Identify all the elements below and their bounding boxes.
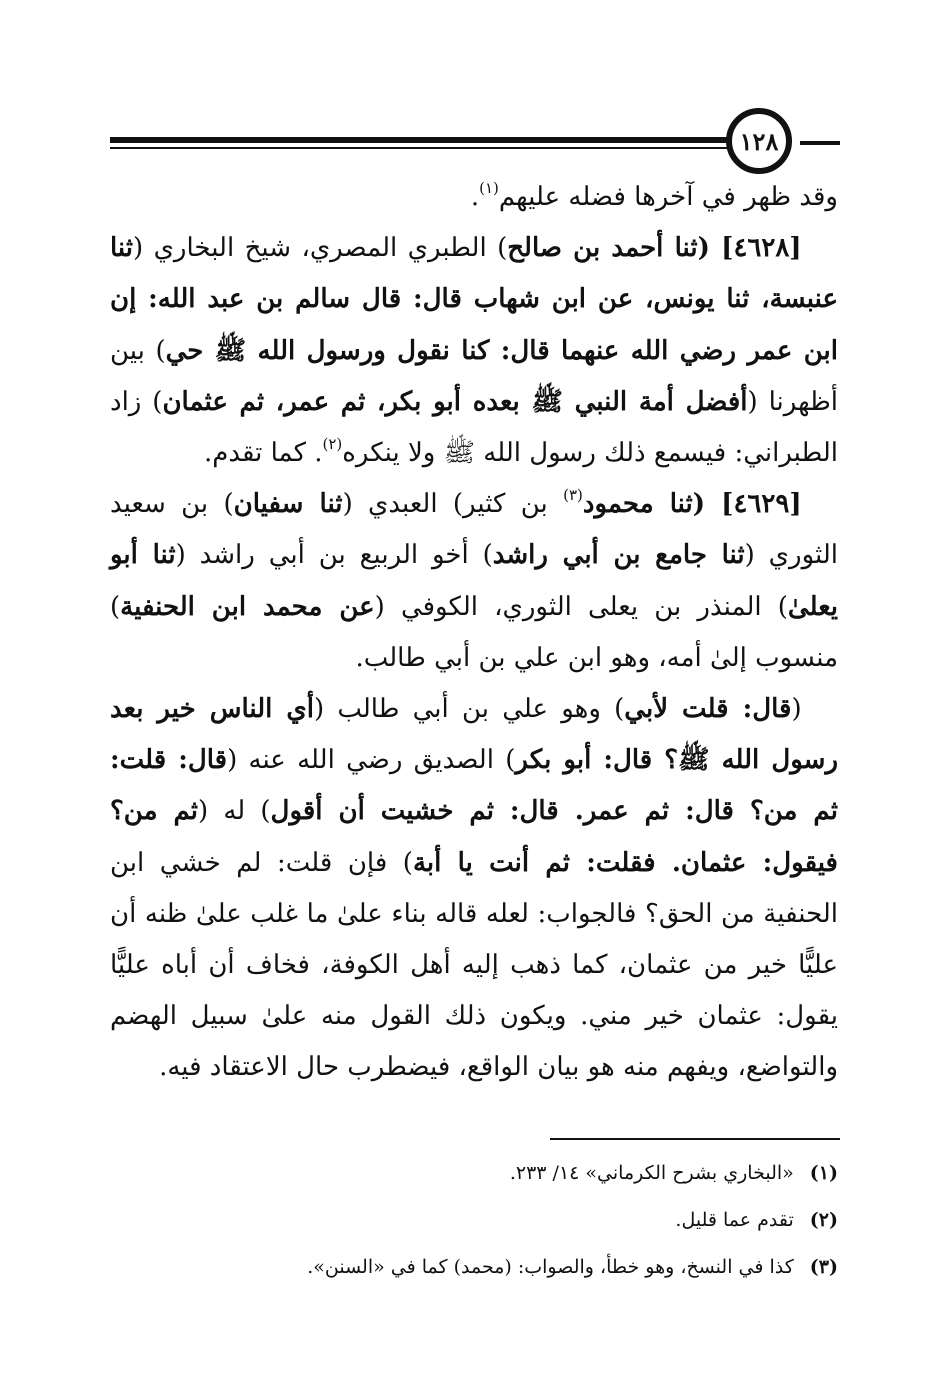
bold-segment: [٤٦٢٩] ( (692, 489, 802, 520)
bold-segment: أفضل أمة النبي ﷺ بعده أبو بكر، ثم عمر، ثم عثمان (162, 386, 748, 417)
text-segment: . كما تقدم. (203, 438, 323, 469)
bold-segment: رضي الله عنهما قال: كنا نقول ورسول الله ﷺ حي (165, 335, 748, 366)
text-segment: ) له ( (198, 796, 271, 827)
header-rule-thick (110, 137, 730, 143)
para-qal (110, 684, 838, 1094)
bold-segment: عن محمد ابن الحنفية (120, 591, 375, 622)
text-segment: ) بن سعيد الثوري ( (110, 489, 838, 571)
bold-segment: ثنا محمود (582, 489, 693, 520)
bold-segment: ثنا أحمد بن صالح (507, 233, 698, 264)
header-rule-right (800, 141, 840, 145)
footnote-item (110, 1197, 838, 1244)
text-segment: ( (791, 694, 802, 725)
text-segment: ) زاد الطبراني: فيسمع ذلك رسول الله ﷺ ولا ينكره (110, 386, 838, 469)
main-text (110, 172, 838, 1094)
footnote-number: (١) (809, 1162, 838, 1184)
para-4629 (110, 479, 838, 684)
footnote-number: (٢) (809, 1209, 838, 1231)
text-segment: ) الطبري المصري، شيخ البخاري ( (133, 233, 508, 264)
text-segment: . (470, 182, 480, 212)
footnotes (110, 1150, 838, 1291)
page-number: ١٢٨ (726, 108, 792, 174)
bold-segment: [٤٦٢٨] ( (697, 233, 802, 264)
text-segment: ) منسوب إلىٰ أمه، وهو ابن علي بن أبي طالب. (110, 591, 838, 673)
footnote-text: «البخاري بشرح الكرماني» ١٤/ ٢٣٣. (509, 1162, 794, 1184)
footnote-ref: (٢) (322, 435, 343, 454)
bold-segment: ثنا أبو يعلىٰ (110, 540, 838, 622)
bold-segment: قال: قلت: ثم من؟ قال: ثم عمر. قال: ثم خشيت أن أقول (110, 745, 838, 827)
footnote-item (110, 1150, 838, 1197)
footnote-item (110, 1244, 838, 1291)
text-segment: ) وهو علي بن أبي طالب ( (313, 694, 625, 725)
bold-segment: ثم من؟ فيقول: عثمان. فقلت: ثم أنت يا أبة (110, 796, 838, 878)
footnote-text: تقدم عما قليل. (675, 1209, 794, 1231)
text-segment: وقد ظهر في آخرها فضله عليهم (498, 182, 838, 212)
header-rule-thin (110, 147, 730, 149)
para-intro (110, 172, 838, 223)
text-segment: بن كثير) العبدي ( (342, 489, 564, 520)
bold-segment: ثنا سفيان (233, 489, 343, 520)
bold-segment: ثنا جامع بن أبي راشد (492, 540, 745, 571)
text-segment: ) فإن قلت: لم خشي ابن الحنفية من الحق؟ فالجواب: لعله قاله بناء علىٰ ما غلب علىٰ ظنه أن عليًّا خير من عثمان، كما ذهب إليه أهل الكوفة، فخاف أن أباه عليًّا يقول: عثمان خير مني. ويكون ذلك القول منه علىٰ سبيل الهضم والتواضع، ويفهم منه هو بيان الواقع، فيضطرب حال الاعتقاد فيه. (110, 847, 838, 1083)
footnote-ref: (١) (479, 179, 499, 197)
text-segment: ) بين أظهرنا ( (110, 335, 838, 417)
footnote-separator (550, 1138, 840, 1140)
bold-segment: أي الناس خير بعد رسول الله ﷺ؟ قال: أبو بكر (110, 694, 839, 776)
text-segment: ) الصديق رضي الله عنه ( (227, 745, 516, 776)
para-4628 (110, 223, 838, 479)
footnote-text: كذا في النسخ، وهو خطأ، والصواب: (محمد) كما في «السنن». (307, 1256, 794, 1278)
text-segment: ) أخو الربيع بن أبي راشد ( (175, 540, 493, 571)
footnote-number: (٣) (809, 1256, 838, 1278)
bold-segment: قال: قلت لأبي (624, 694, 792, 725)
footnote-ref: (٣) (563, 486, 583, 505)
text-segment: ) المنذر بن يعلى الثوري، الكوفي ( (374, 591, 788, 622)
bold-segment: ثنا عنبسة، ثنا يونس، عن ابن شهاب قال: قال سالم بن عبد الله: إن ابن عمر (110, 233, 838, 366)
